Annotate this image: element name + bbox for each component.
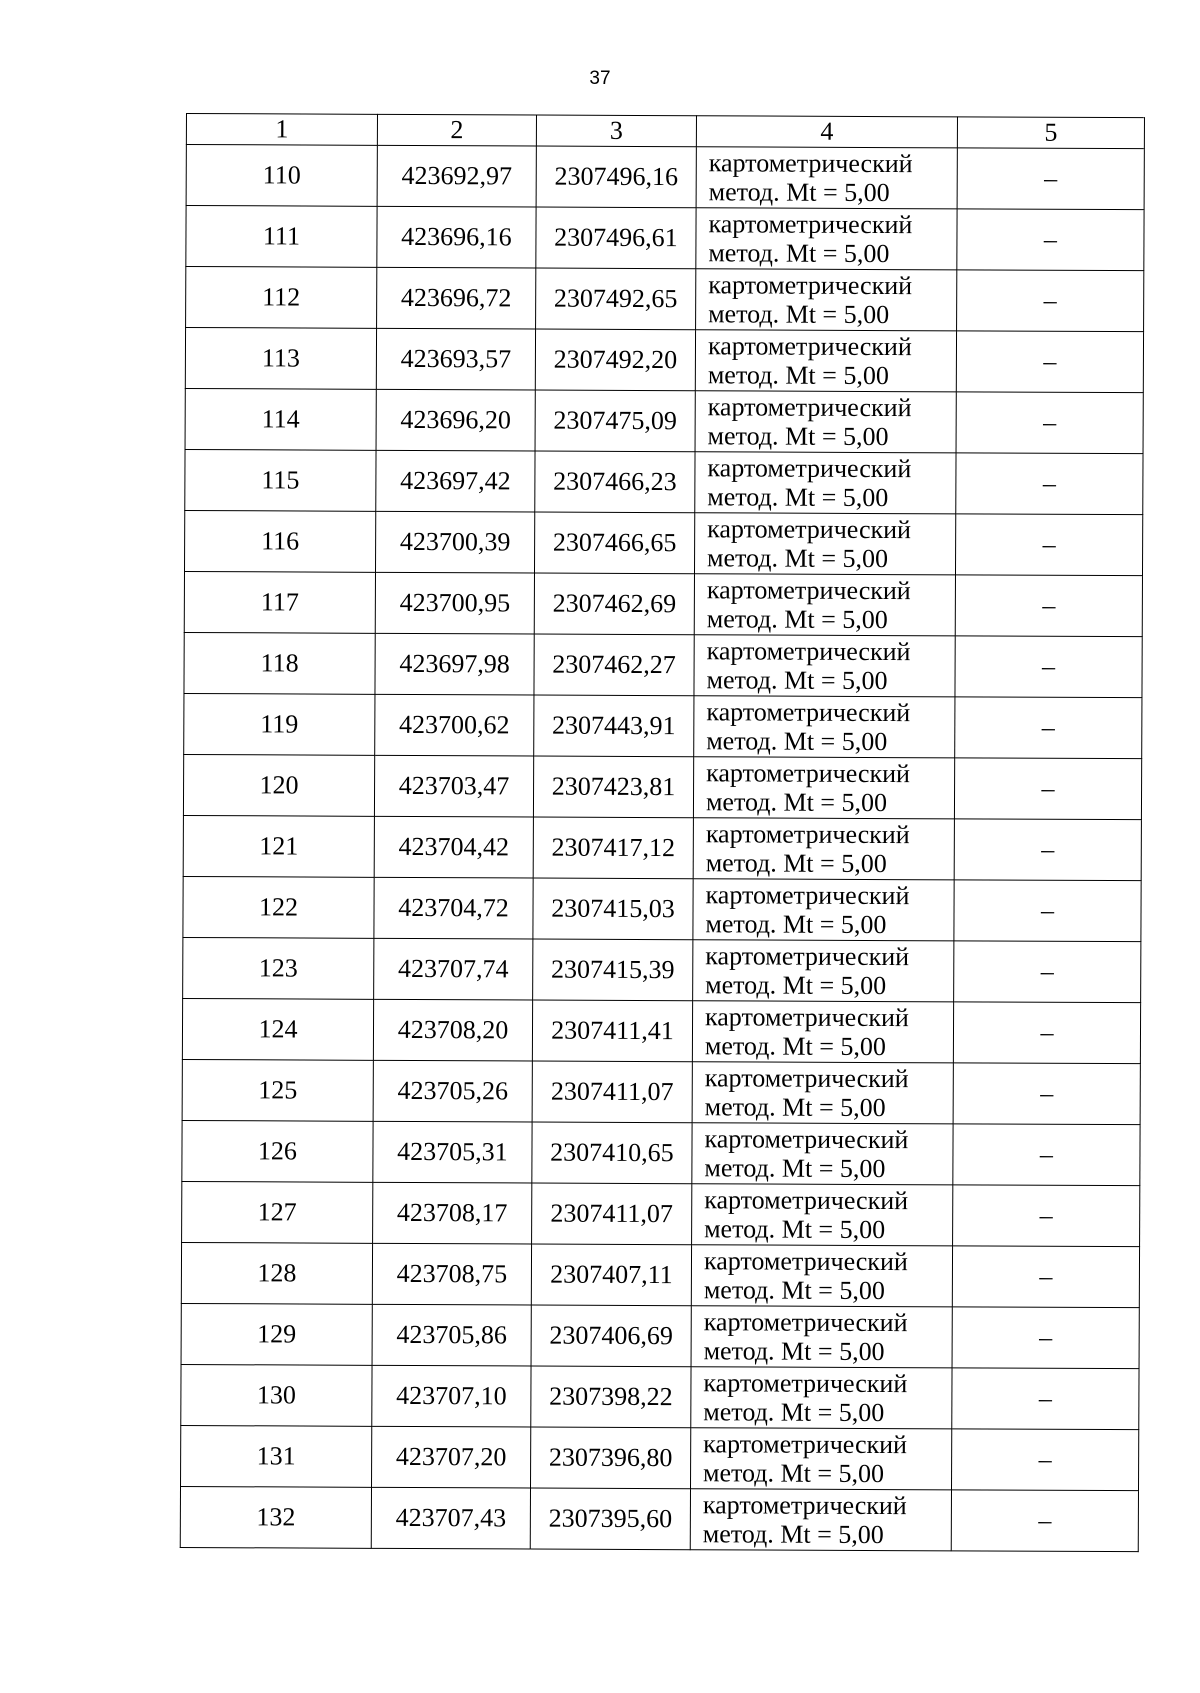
table-row (181, 1242, 1139, 1307)
coordinate-y: 2307415,39 (533, 939, 693, 1001)
method-line-2: метод. Mt = 5,00 (704, 1214, 886, 1245)
coordinate-x: 423708,20 (373, 999, 532, 1061)
method-line-1: картометрический (707, 392, 912, 423)
method-line-2: метод. Mt = 5,00 (704, 1153, 886, 1184)
coordinate-x: 423704,42 (374, 816, 533, 878)
method-line-2: метод. Mt = 5,00 (703, 1275, 885, 1306)
table-row (184, 571, 1142, 636)
method-line-2: метод. Mt = 5,00 (706, 665, 888, 696)
method-description (692, 1062, 953, 1124)
note: – (953, 1124, 1140, 1186)
table-row (181, 1303, 1139, 1368)
coordinate-y: 2307475,09 (535, 390, 695, 452)
table-row (182, 1059, 1140, 1124)
note: – (957, 270, 1144, 332)
note: – (952, 1246, 1139, 1308)
method-line-1: картометрический (707, 514, 912, 545)
table-row (185, 388, 1143, 453)
method-line-2: метод. Mt = 5,00 (704, 1031, 886, 1062)
point-number: 117 (184, 571, 375, 633)
coordinate-x: 423707,10 (372, 1365, 531, 1427)
coordinate-y: 2307462,27 (534, 634, 694, 696)
method-line-2: метод. Mt = 5,00 (706, 604, 888, 635)
coordinate-x: 423697,42 (376, 450, 535, 512)
method-line-2: метод. Mt = 5,00 (705, 848, 887, 879)
method-line-1: картометрический (708, 209, 913, 240)
note: – (954, 819, 1141, 881)
method-line-1: картометрический (702, 1490, 907, 1521)
point-number: 113 (185, 328, 376, 390)
table-row (183, 754, 1141, 819)
method-line-1: картометрический (706, 575, 911, 606)
method-line-1: картометрический (703, 1246, 908, 1277)
coordinate-y: 2307396,80 (531, 1427, 691, 1489)
table-body (180, 145, 1144, 1552)
header-col-1: 1 (186, 114, 377, 146)
method-description (691, 1428, 952, 1490)
header-col-3: 3 (536, 115, 696, 147)
note: – (956, 392, 1143, 454)
coordinate-y: 2307466,23 (535, 451, 695, 513)
coordinate-x: 423707,74 (374, 938, 533, 1000)
method-description (695, 391, 956, 453)
method-line-2: метод. Mt = 5,00 (708, 299, 890, 330)
coordinate-x: 423707,20 (372, 1426, 531, 1488)
method-line-1: картометрический (706, 758, 911, 789)
note: – (954, 941, 1141, 1003)
method-line-2: метод. Mt = 5,00 (705, 970, 887, 1001)
point-number: 118 (184, 632, 375, 694)
point-number: 127 (182, 1181, 373, 1243)
table-row (182, 998, 1140, 1063)
method-line-2: метод. Mt = 5,00 (707, 482, 889, 513)
note: – (955, 697, 1142, 759)
table-row (183, 876, 1141, 941)
coordinate-x: 423705,26 (373, 1060, 532, 1122)
method-line-1: картометрический (703, 1307, 908, 1338)
coordinate-x: 423700,95 (375, 572, 534, 634)
coordinate-x: 423696,20 (376, 389, 535, 451)
point-number: 132 (180, 1486, 371, 1548)
method-description (692, 1001, 953, 1063)
coordinate-x: 423696,16 (377, 206, 536, 268)
point-number: 128 (181, 1242, 372, 1304)
note: – (956, 331, 1143, 393)
coordinate-y: 2307411,07 (532, 1061, 692, 1123)
table-row (182, 1181, 1140, 1246)
coordinate-y: 2307398,22 (531, 1366, 691, 1428)
method-line-2: метод. Mt = 5,00 (703, 1458, 885, 1489)
coordinate-x: 423700,39 (375, 511, 534, 573)
method-line-2: метод. Mt = 5,00 (704, 1092, 886, 1123)
method-line-2: метод. Mt = 5,00 (708, 238, 890, 269)
coordinate-y: 2307411,07 (532, 1183, 692, 1245)
coordinate-y: 2307411,41 (532, 1000, 692, 1062)
note: – (954, 758, 1141, 820)
coordinate-y: 2307496,61 (536, 207, 696, 269)
table-row (186, 206, 1144, 271)
coordinate-y: 2307462,69 (534, 573, 694, 635)
coordinate-y: 2307496,16 (536, 146, 696, 208)
coordinate-y: 2307407,11 (531, 1244, 691, 1306)
coordinate-y: 2307415,03 (533, 878, 693, 940)
method-description (691, 1367, 952, 1429)
method-line-1: картометрический (708, 270, 913, 301)
coordinate-x: 423700,62 (375, 694, 534, 756)
table-row (185, 449, 1143, 514)
method-description (693, 818, 954, 880)
point-number: 122 (183, 876, 374, 938)
method-description (691, 1306, 952, 1368)
method-line-2: метод. Mt = 5,00 (703, 1336, 885, 1367)
page-number: 37 (589, 68, 611, 89)
method-description (696, 269, 957, 331)
method-description (690, 1489, 951, 1551)
method-line-2: метод. Mt = 5,00 (707, 421, 889, 452)
table-row (184, 632, 1142, 697)
table-row (180, 1486, 1138, 1551)
method-line-2: метод. Mt = 5,00 (705, 909, 887, 940)
method-line-1: картометрический (705, 819, 910, 850)
coordinate-y: 2307466,65 (534, 512, 694, 574)
method-line-1: картометрический (707, 331, 912, 362)
point-number: 121 (183, 815, 374, 877)
point-number: 112 (186, 267, 377, 329)
coordinate-x: 423692,97 (377, 145, 536, 207)
method-description (694, 574, 955, 636)
method-description (694, 513, 955, 575)
method-line-1: картометрический (704, 1124, 909, 1155)
method-description (696, 147, 957, 209)
method-line-1: картометрический (703, 1368, 908, 1399)
table-row (184, 693, 1142, 758)
coordinate-x: 423693,57 (376, 328, 535, 390)
method-line-2: метод. Mt = 5,00 (702, 1519, 884, 1550)
coordinate-x: 423705,31 (373, 1121, 532, 1183)
coordinate-x: 423704,72 (374, 877, 533, 939)
point-number: 110 (186, 145, 377, 207)
method-line-2: метод. Mt = 5,00 (707, 360, 889, 391)
method-description (693, 757, 954, 819)
method-description (695, 330, 956, 392)
point-number: 131 (181, 1425, 372, 1487)
point-number: 111 (186, 206, 377, 268)
point-number: 115 (185, 449, 376, 511)
method-line-2: метод. Mt = 5,00 (705, 787, 888, 818)
table-row (183, 815, 1141, 880)
table-row (183, 937, 1141, 1002)
coordinate-y: 2307423,81 (533, 756, 693, 818)
note: – (951, 1490, 1138, 1552)
coordinate-x: 423705,86 (372, 1304, 531, 1366)
coordinate-y: 2307406,69 (531, 1305, 691, 1367)
coordinate-y: 2307443,91 (534, 695, 694, 757)
point-number: 124 (182, 998, 373, 1060)
note: – (953, 1185, 1140, 1247)
method-description (694, 696, 955, 758)
note: – (956, 453, 1143, 515)
point-number: 129 (181, 1303, 372, 1365)
coordinate-x: 423707,43 (371, 1487, 530, 1549)
note: – (957, 148, 1144, 210)
table-row (181, 1425, 1139, 1490)
note: – (957, 209, 1144, 271)
note: – (951, 1429, 1138, 1491)
coordinate-x: 423696,72 (377, 267, 536, 329)
table-row (186, 145, 1144, 210)
table-row (184, 510, 1142, 575)
note: – (955, 636, 1142, 698)
method-line-2: метод. Mt = 5,00 (706, 726, 888, 757)
note: – (952, 1307, 1139, 1369)
point-number: 126 (182, 1120, 373, 1182)
header-col-5: 5 (957, 117, 1144, 149)
method-description (691, 1245, 952, 1307)
table-row (181, 1364, 1139, 1429)
point-number: 130 (181, 1364, 372, 1426)
table-row (182, 1120, 1140, 1185)
table-row (185, 328, 1143, 393)
table-row (186, 267, 1144, 332)
method-line-1: картометрический (708, 148, 913, 179)
method-description (695, 452, 956, 514)
point-number: 114 (185, 388, 376, 450)
method-line-1: картометрический (704, 1185, 909, 1216)
point-number: 119 (184, 693, 375, 755)
table-header-row (186, 114, 1144, 149)
header-col-2: 2 (377, 114, 536, 146)
coordinate-y: 2307395,60 (530, 1488, 690, 1550)
method-line-2: метод. Mt = 5,00 (707, 543, 889, 574)
coordinate-x: 423708,17 (373, 1182, 532, 1244)
coordinate-y: 2307492,65 (536, 268, 696, 330)
method-description (696, 208, 957, 270)
header-col-4: 4 (696, 116, 957, 148)
method-description (693, 940, 954, 1002)
method-line-1: картометрический (707, 453, 912, 484)
method-description (692, 1123, 953, 1185)
coordinates-table (180, 113, 1145, 1552)
point-number: 116 (184, 510, 375, 572)
method-line-1: картометрический (704, 1002, 909, 1033)
method-line-1: картометрический (705, 880, 910, 911)
method-line-1: картометрический (706, 697, 911, 728)
coordinate-x: 423697,98 (375, 633, 534, 695)
method-line-1: картометрический (706, 636, 911, 667)
point-number: 125 (182, 1059, 373, 1121)
method-line-1: картометрический (703, 1429, 908, 1460)
note: – (953, 1063, 1140, 1125)
method-line-1: картометрический (705, 941, 910, 972)
coordinate-y: 2307410,65 (532, 1122, 692, 1184)
method-description (693, 879, 954, 941)
note: – (955, 514, 1142, 576)
method-line-1: картометрический (704, 1063, 909, 1094)
coordinate-y: 2307417,12 (533, 817, 693, 879)
note: – (954, 880, 1141, 942)
method-description (694, 635, 955, 697)
method-line-2: метод. Mt = 5,00 (703, 1397, 885, 1428)
point-number: 120 (183, 754, 374, 816)
note: – (952, 1368, 1139, 1430)
coordinate-x: 423708,75 (372, 1243, 531, 1305)
method-line-2: метод. Mt = 5,00 (708, 177, 890, 208)
point-number: 123 (183, 937, 374, 999)
coordinate-y: 2307492,20 (535, 329, 695, 391)
note: – (955, 575, 1142, 637)
method-description (692, 1184, 953, 1246)
coordinate-x: 423703,47 (374, 755, 533, 817)
note: – (953, 1002, 1140, 1064)
